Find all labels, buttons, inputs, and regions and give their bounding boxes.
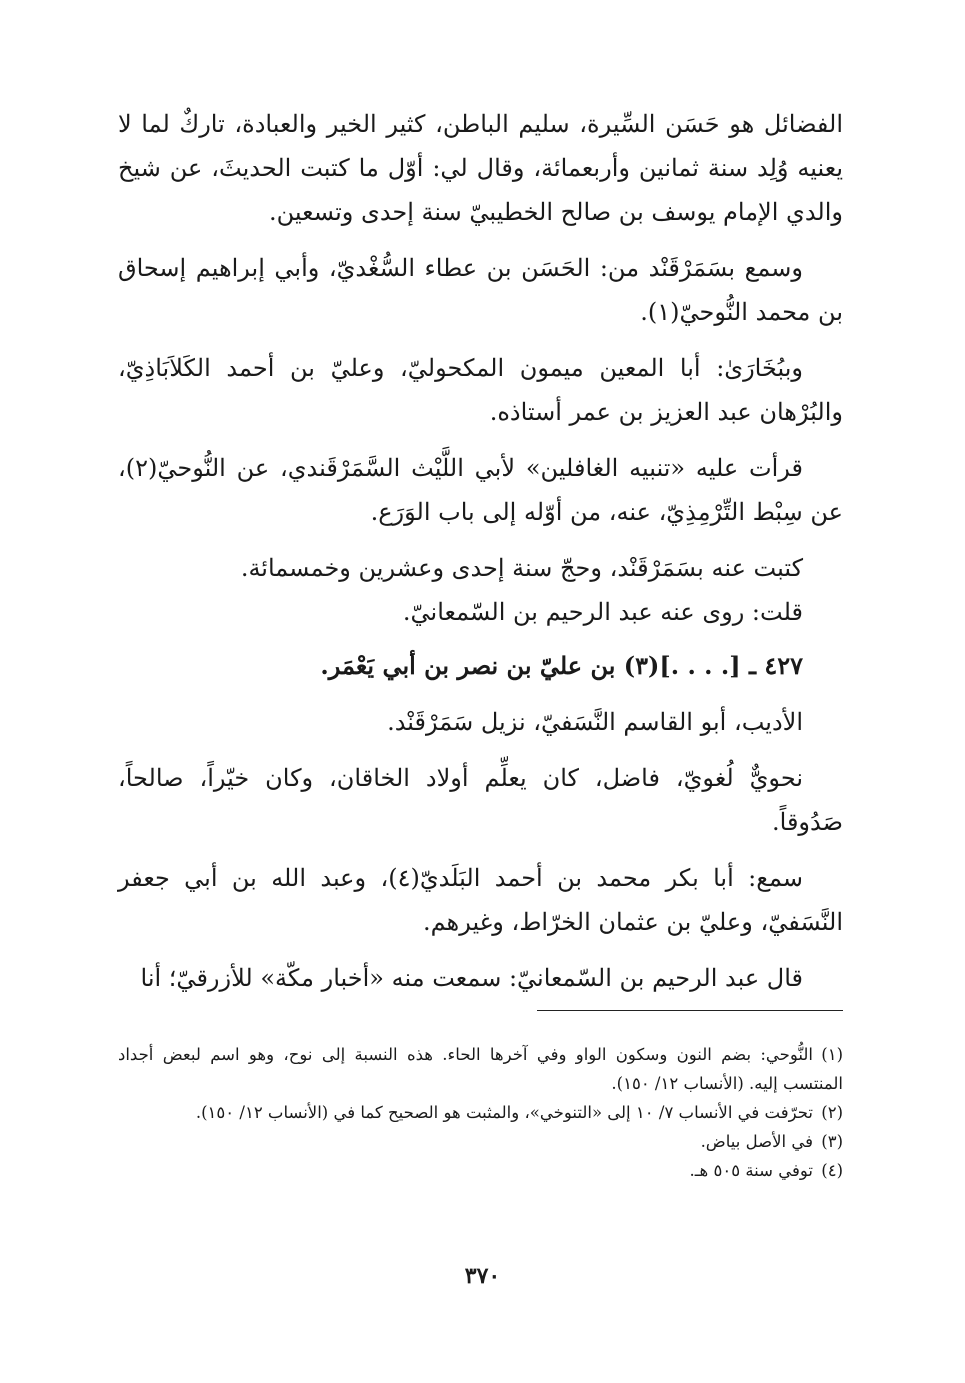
footnote-divider: [537, 1010, 843, 1011]
footnote-number: (١): [821, 1045, 843, 1064]
footnote-text: تحرّفت في الأنساب ٧/ ١٠ إلى «التنوخي»، والمثبت هو الصحيح كما في (الأنساب ١٢/ ١٥٠).: [195, 1103, 813, 1122]
paragraph-8: نحويٌّ لُغويّ، فاضل، كان يعلِّم أولاد الخاقان، وكان خيّراً، صالحاً، صَدُوقاً.: [118, 764, 843, 836]
paragraph-3: وببُخَارَىٰ: أبا المعين ميمون المكحوليّ، وعليّ بن أحمد الكَلاَبَاذِيّ، والبُرْهان عبد العزيز بن عمر أستاذه.: [118, 354, 843, 426]
footnote-number: (٣): [821, 1132, 843, 1151]
footnote-text: توفي سنة ٥٠٥ هـ.: [689, 1161, 813, 1180]
footnote-text: النُّوحي: بضم النون وسكون الواو وفي آخرها الحاء. هذه النسبة إلى نوح، وهو اسم لبعض أجداد المنتسب إليه. (الأنساب ١٢/ ١٥٠).: [118, 1045, 843, 1093]
paragraph-7: الأديب، أبو القاسم النَّسَفيّ، نزيل سَمَرْقَنْد.: [387, 708, 803, 736]
paragraph-6: قلت: روى عنه عبد الرحيم بن السّمعانيّ.: [402, 598, 803, 626]
footnotes: [118, 1040, 843, 1185]
page-number: ٣٧٠: [464, 1263, 501, 1289]
footnote-4: [118, 1156, 843, 1185]
footnote-text: في الأصل بياض.: [700, 1132, 813, 1151]
footnote-1: [118, 1040, 843, 1098]
paragraph-4: قرأت عليه «تنبيه الغافلين» لأبي اللَّيْث السَّمَرْقَندي، عن النُّوحيّ(٢)، عن سِبْط التِّرْمِذِيّ، عنه، من أوّله إلى باب الوَرَع.: [118, 454, 843, 526]
paragraph-1: الفضائل هو حَسَن السِّيرة، سليم الباطن، كثير الخير والعبادة، تاركٌ لما لا يعنيه وُلِد سنة ثمانين وأربعمائة، وقال لي: أوّل ما كتبت الحديثَ، عن شيخ والدي الإمام يوسف بن صالح الخطيبيّ سنة إحدى وتسعين.: [118, 110, 844, 226]
main-text: [118, 102, 843, 1012]
footnote-3: [118, 1127, 843, 1156]
paragraph-2: وسمع بسَمَرْقَنْد من: الحَسَن بن عطاء السُّغْديّ، وأبي إبراهيم إسحاق بن محمد النُّوحيّ(١).: [118, 254, 843, 326]
entry-heading: ٤٢٧ ـ [. . . .](٣) بن عليّ بن نصر بن أبي يَعْمَر.: [320, 651, 803, 680]
paragraph-5: كتبت عنه بسَمَرْقَنْد، وحجّ سنة إحدى وعشرين وخمسمائة.: [240, 554, 803, 582]
footnote-2: [118, 1098, 843, 1127]
footnote-number: (٤): [821, 1161, 843, 1180]
paragraph-9: سمع: أبا بكر محمد بن أحمد البَلَديّ(٤)، وعبد الله بن أبي جعفر النَّسَفيّ، وعليّ بن عثمان الخرّاط، وغيرهم.: [118, 864, 843, 936]
footnote-number: (٢): [821, 1103, 843, 1122]
paragraph-10: قال عبد الرحيم بن السّمعانيّ: سمعت منه «أخبار مكّة» للأزرقيّ؛ أنا: [140, 964, 803, 992]
